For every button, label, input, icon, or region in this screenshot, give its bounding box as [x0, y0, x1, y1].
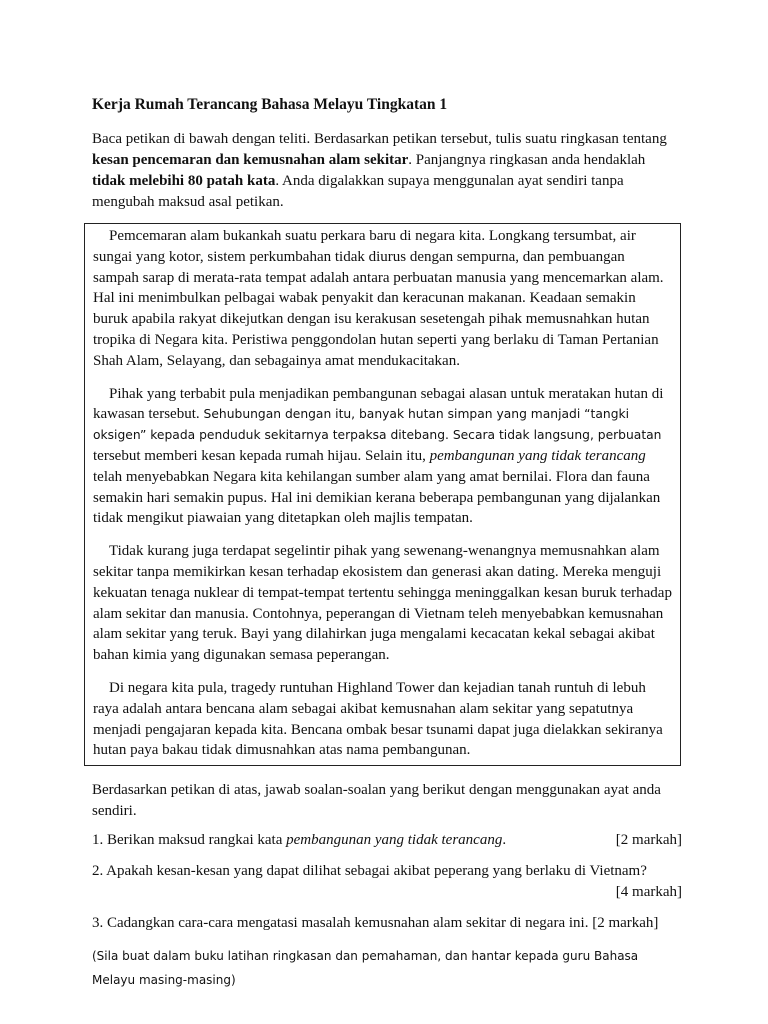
questions-intro: Berdasarkan petikan di atas, jawab soalan-soalan yang berikut dengan menggunakan ayat anda sendiri. — [92, 782, 661, 820]
question-2-marks: [4 markah] — [615, 884, 682, 901]
question-2-text: 2. Apakah kesan-kesan yang dapat dilihat sebagai akibat peperang yang berlaku di Vietnam? — [92, 863, 647, 880]
question-1-suffix: . — [502, 832, 507, 849]
document-page — [92, 94, 682, 992]
question-3 — [92, 913, 682, 934]
submission-note: (Sila buat dalam buku latihan ringkasan dan pemahaman, dan hantar kepada guru Bahasa Melayu masing-masing) — [92, 949, 639, 988]
instructions-bold-1: kesan pencemaran dan kemusnahan alam sekitar — [92, 152, 409, 168]
passage-box — [84, 223, 681, 766]
question-2 — [92, 861, 682, 903]
question-3-marks: [2 markah] — [592, 915, 659, 932]
passage-p2-italic: pembangunan yang tidak terancang — [429, 447, 646, 464]
passage-p2-text-d: telah menyebabkan Negara kita kehilangan sumber alam yang amat bernilai. Flora dan fauna semakin hari semakin pupus. Hal ini demikian kerana beberapa pembangunan yang dijalankan tidak mengikut piawaian yang ditetapkan oleh majlis tempatan. — [93, 468, 661, 527]
passage-paragraph-2 — [93, 384, 672, 530]
passage-p2-text-c: tersebut memberi kesan kepada rumah hijau. Selain itu, — [93, 447, 430, 464]
passage-paragraph-4: Di negara kita pula, tragedy runtuhan Highland Tower dan kejadian tanah runtuh di lebuh raya adalah antara bencana alam sebagai akibat kemusnahan alam sekitar yang sepatutnya menjadi pengajaran kepada kita. Bencana ombak besar tsunami dapat juga dielakkan sekiranya hutan paya bakau tidak dimusnahkan atas nama pembangunan. — [93, 679, 663, 759]
passage-p2-text-a: Pihak yang terbabit pula menjadikan pembangunan sebagai alasan untuk meratakan hutan di kawasan tersebut. — [93, 385, 664, 423]
instructions-text-3: . Anda digalakkan supaya menggunalan ayat sendiri tanpa mengubah maksud asal petikan. — [92, 173, 624, 210]
passage-p2-text-b: Sehubungan dengan itu, banyak hutan simpan yang manjadi “tangki oksigen” kepada penduduk sekitarnya terpaksa ditebang. Secara tidak langsung, perbuatan — [93, 407, 662, 443]
instructions-text-1: Baca petikan di bawah dengan teliti. Berdasarkan petikan tersebut, tulis suatu ringkasan tentang — [92, 131, 667, 147]
question-1-italic: pembangunan yang tidak terancang — [286, 832, 503, 849]
instructions-bold-2: tidak melebihi 80 patah kata — [92, 173, 276, 189]
question-1-text — [92, 830, 506, 851]
question-3-text: 3. Cadangkan cara-cara mengatasi masalah kemusnahan alam sekitar di negara ini. — [92, 915, 589, 932]
instructions — [92, 129, 682, 213]
question-1 — [92, 830, 682, 851]
passage-paragraph-3: Tidak kurang juga terdapat segelintir pihak yang sewenang-wenangnya memusnahkan alam sekitar tanpa memikirkan kesan terhadap ekosistem dan generasi akan dating. Mereka menguji kekuatan tenaga nuklear di tempat-tempat tertentu sehingga meninggalkan kesan buruk terhadap alam sekitar dan manusia. Contohnya, peperangan di Vietnam teleh menyebabkan kemusnahan alam sekitar yang teruk. Bayi yang dilahirkan juga mengalami kecacatan kekal sebagai akibat bahan kimia yang digunakan semasa peperangan. — [93, 543, 672, 664]
question-1-prefix: 1. Berikan maksud rangkai kata — [92, 832, 287, 849]
question-1-marks: [2 markah] — [615, 832, 682, 849]
document-title: Kerja Rumah Terancang Bahasa Melayu Tingkatan 1 — [92, 96, 448, 113]
instructions-text-2: . Panjangnya ringkasan anda hendaklah — [408, 152, 646, 168]
passage-paragraph-1: Pemcemaran alam bukankah suatu perkara baru di negara kita. Longkang tersumbat, air sungai yang kotor, sistem perkumbahan tidak diurus dengan sempurna, dan pembuangan sampah sarap di merata-rata tempat adalah antara perbuatan manusia yang mencemarkan alam. Hal ini menimbulkan pelbagai wabak penyakit dan keracunan makanan. Keadaan semakin buruk apabila rakyat dikejutkan dengan isu kerakusan sesetengah pihak memusnahkan hutan tropika di Negara kita. Peristiwa penggondolan hutan seperti yang berlaku di Taman Pertanian Shah Alam, Selayang, dan sebagainya amat mendukacitakan. — [93, 228, 664, 369]
